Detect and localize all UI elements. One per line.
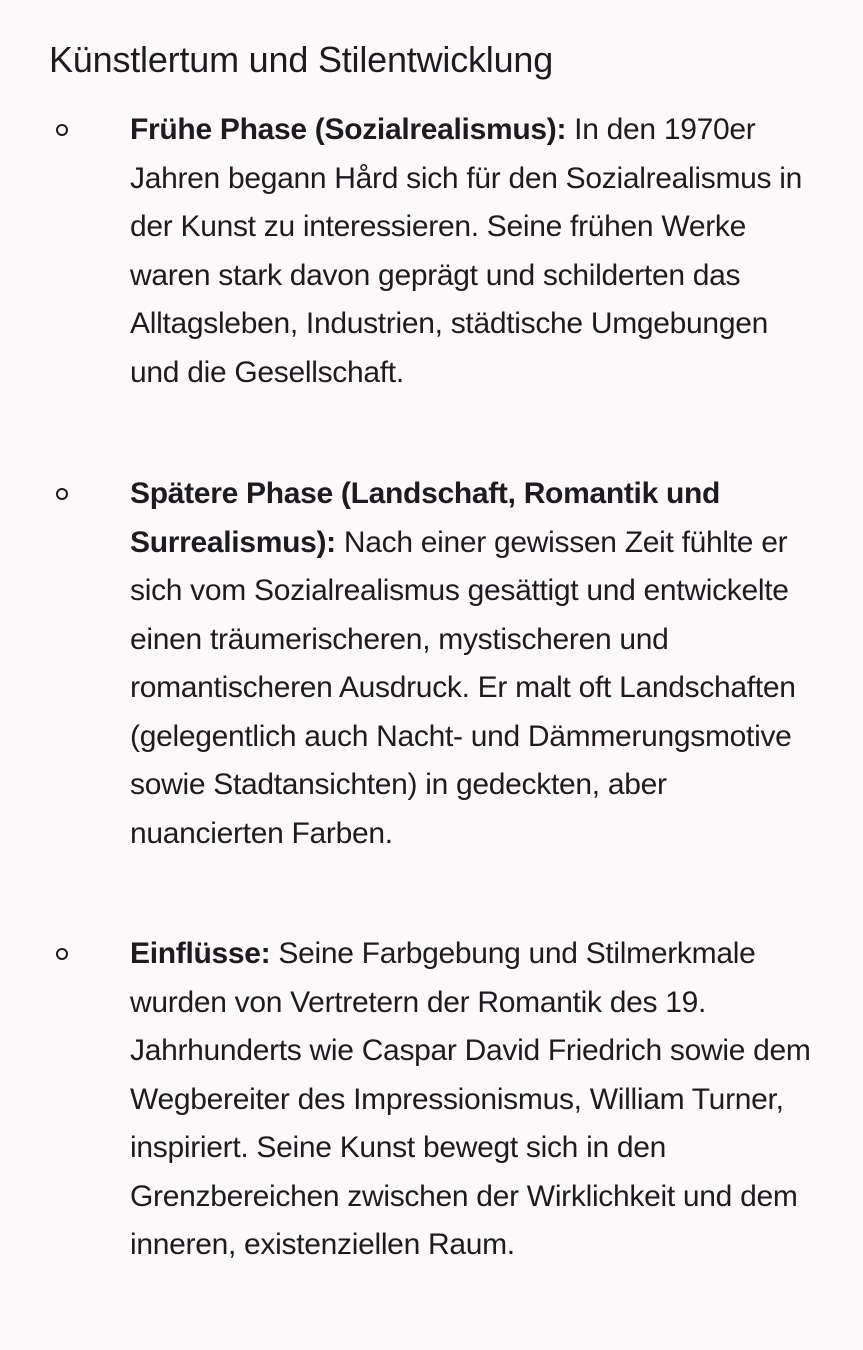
hollow-circle-bullet-icon [56,488,68,500]
list-item-term: Einflüsse: [130,937,271,970]
list-item-body: Seine Farbgebung und Stilmerkmale wurden von Vertretern der Romantik des 19. Jahrhunderts wie Caspar David Friedrich sowie dem Wegbereiter des Impressionismus, William Turner, inspiriert. Seine Kunst bewegt sich in den Grenzbereichen zwischen der Wirklichkeit und dem inneren, existenziellen Raum. [130,937,811,1261]
list-item-text [130,470,820,858]
hollow-circle-bullet-icon [56,948,68,960]
list-item-term: Frühe Phase (Sozialrealismus): [130,113,567,146]
list-item-text [130,106,820,397]
section-heading: Künstlertum und Stilentwicklung [49,39,554,80]
list-item-body: Nach einer gewissen Zeit fühlte er sich vom Sozialrealismus gesättigt und entwickelte einen träumerischeren, mystischeren und romantischeren Ausdruck. Er malt oft Landschaften (gelegentlich auch Nacht- und Dämmerungsmotive sowie Stadtansichten) in gedeckten, aber nuancierten Farben. [130,525,796,850]
hollow-circle-bullet-icon [56,124,68,136]
list-item-term: Spätere Phase (Landschaft, Romantik und Surrealismus): [130,477,721,559]
list-item-body: In den 1970er Jahren begann Hård sich für den Sozialrealismus in der Kunst zu interessieren. Seine frühen Werke waren stark davon geprägt und schilderten das Alltagsleben, Industrien, städtische Umgebungen und die Gesellschaft. [130,113,803,389]
list-item-text [130,930,820,1270]
